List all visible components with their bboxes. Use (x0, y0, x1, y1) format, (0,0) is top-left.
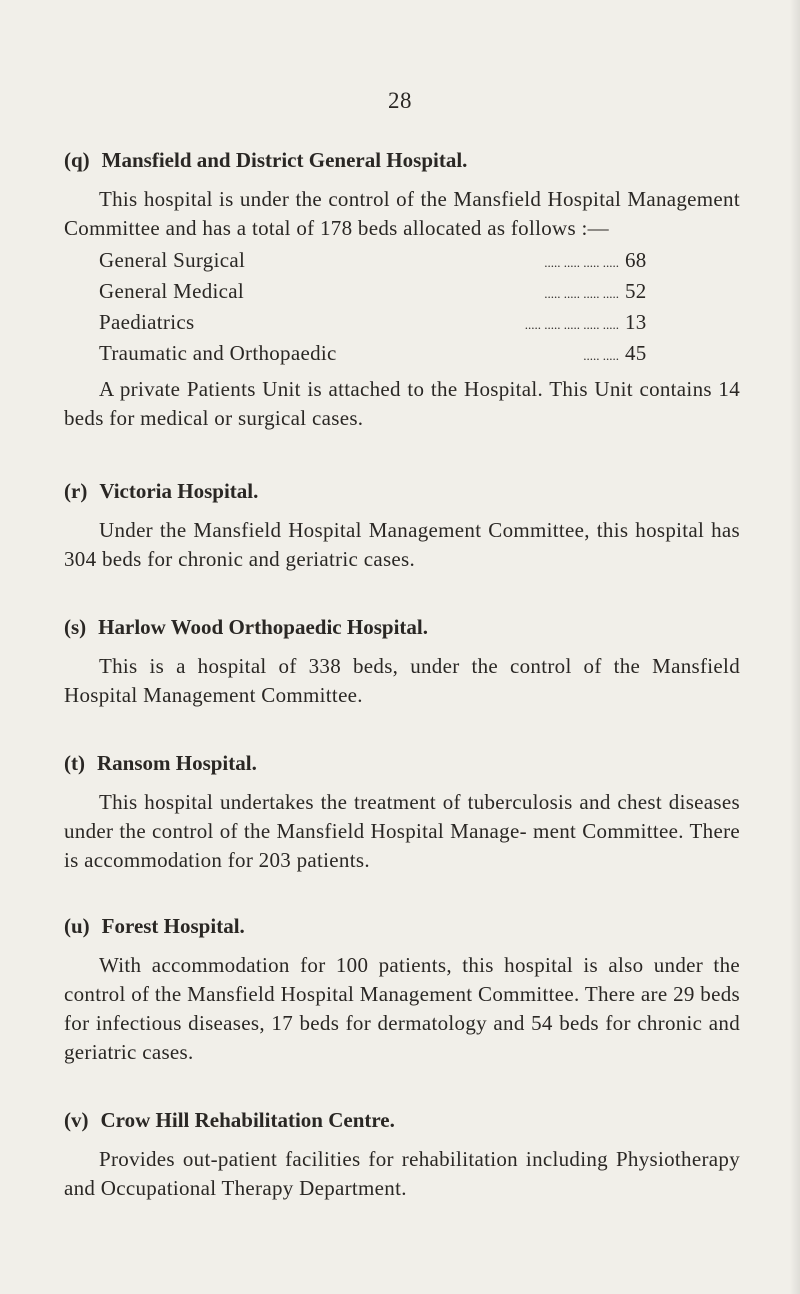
section-heading (64, 612, 740, 642)
section-title: Harlow Wood Orthopaedic Hospital. (98, 615, 428, 639)
bed-allocation-row (99, 307, 655, 338)
bed-count: 52 (625, 279, 647, 303)
section-s (64, 612, 740, 710)
bed-allocation-row (99, 276, 655, 307)
section-u (64, 911, 740, 1067)
section-paragraph: This hospital undertakes the treatment of tuberculosis and chest diseases under the control of the Mansfield Hospital Manage- ment Committee. There is accommodation for 203 patients. (64, 790, 740, 872)
section-letter: (q) (64, 148, 90, 172)
bed-allocation-row (99, 245, 655, 276)
section-heading (64, 476, 740, 506)
bed-count: 68 (625, 248, 647, 272)
bed-count: 45 (625, 341, 647, 365)
section-heading (64, 145, 740, 175)
section-heading (64, 911, 740, 941)
section-letter: (t) (64, 751, 85, 775)
section-title: Mansfield and District General Hospital. (101, 148, 468, 172)
leader-dots: ..... ..... ..... ..... (544, 286, 619, 301)
bed-count: 13 (625, 310, 647, 334)
section-title: Crow Hill Rehabilitation Centre. (100, 1108, 395, 1132)
ward-label: Traumatic and Orthopaedic (99, 341, 337, 365)
section-letter: (r) (64, 479, 88, 503)
section-r (64, 476, 740, 574)
section-letter: (v) (64, 1108, 89, 1132)
page-edge-shadow (790, 0, 800, 1294)
ward-label: General Surgical (99, 248, 246, 272)
section-paragraph: A private Patients Unit is attached to the Hospital. This Unit contains 14 beds for medical or surgical cases. (64, 377, 740, 430)
section-title: Victoria Hospital. (99, 479, 259, 503)
section-paragraph: This hospital is under the control of the Mansfield Hospital Management Committee and has a total of 178 beds allocated as follows :— (64, 187, 740, 240)
leader-dots: ..... ..... (583, 348, 619, 363)
section-paragraph: Provides out-patient facilities for rehabilitation including Physiotherapy and Occupational Therapy Department. (64, 1147, 740, 1200)
ward-label: Paediatrics (99, 310, 195, 334)
ward-label: General Medical (99, 279, 245, 303)
section-heading (64, 1105, 740, 1135)
section-title: Ransom Hospital. (96, 751, 257, 775)
page-number: 28 (388, 88, 412, 113)
section-letter: (s) (64, 615, 87, 639)
section-paragraph: This is a hospital of 338 beds, under the control of the Mansfield Hospital Management Committee. (64, 654, 740, 707)
section-paragraph: Under the Mansfield Hospital Management Committee, this hospital has 304 beds for chronic and geriatric cases. (64, 518, 740, 571)
leader-dots: ..... ..... ..... ..... ..... (524, 317, 619, 332)
section-heading (64, 748, 740, 778)
section-t (64, 748, 740, 875)
section-q (64, 145, 740, 433)
bed-allocation-table (99, 245, 655, 369)
leader-dots: ..... ..... ..... ..... (544, 255, 619, 270)
section-letter: (u) (64, 914, 90, 938)
bed-allocation-row (99, 338, 655, 369)
section-v (64, 1105, 740, 1203)
section-paragraph: With accommodation for 100 patients, this hospital is also under the control of the Mansfield Hospital Management Committee. There are 29 beds for infectious diseases, 17 beds for dermatology and 54 beds for chronic and geriatric cases. (64, 953, 740, 1064)
section-title: Forest Hospital. (101, 914, 245, 938)
